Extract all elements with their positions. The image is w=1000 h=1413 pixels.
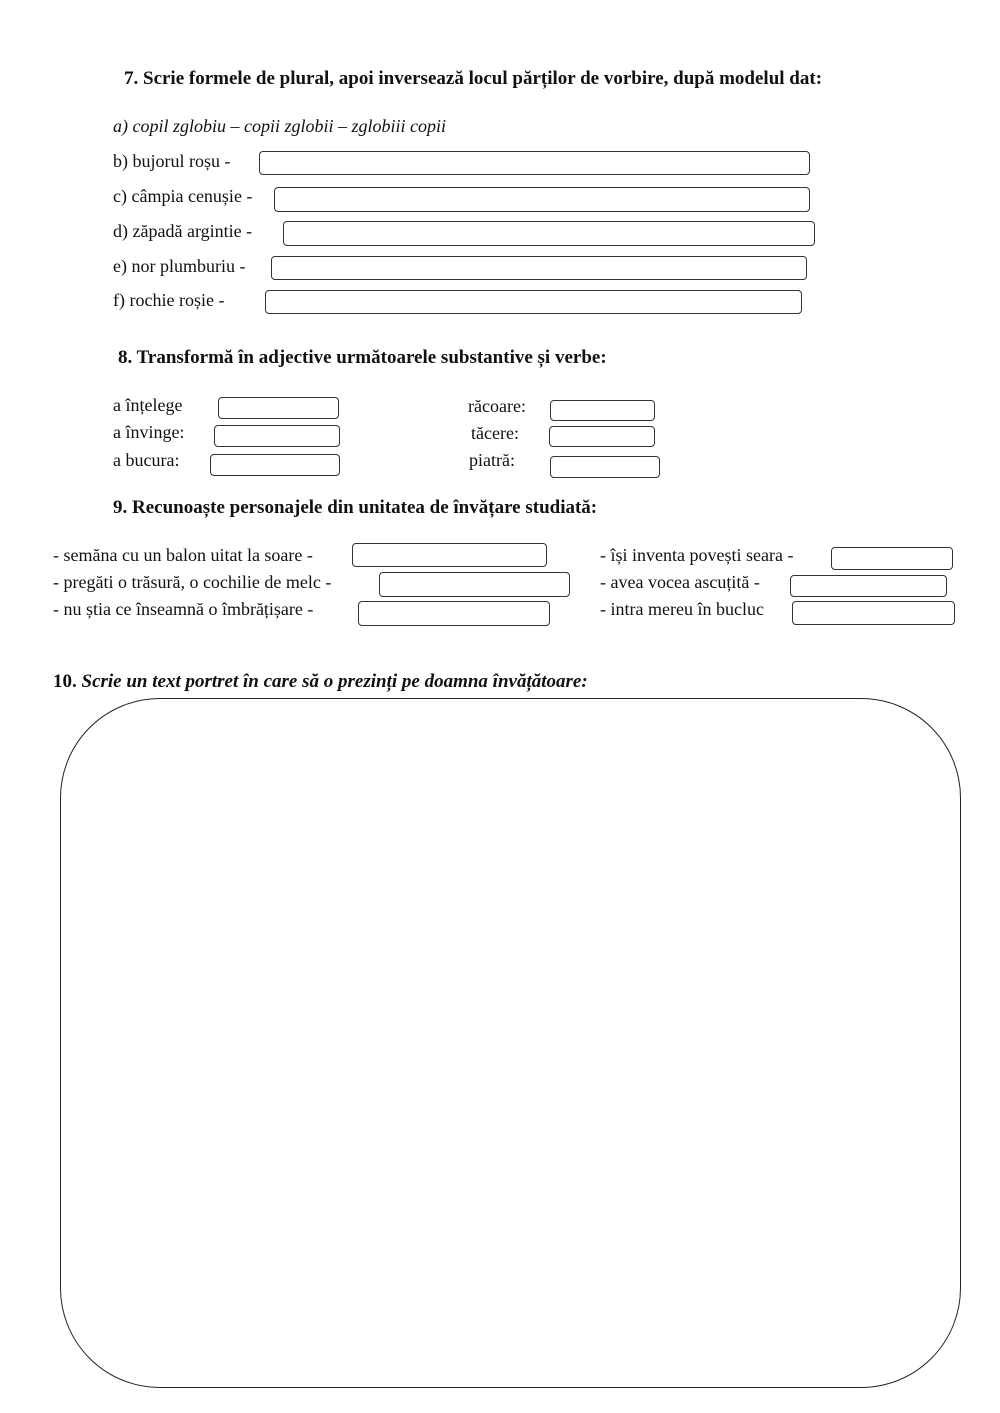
ex8-left-answer-2[interactable] (214, 425, 340, 447)
ex10-instruction: Scrie un text portret în care să o prezinți pe doamna învățătoare: (81, 671, 588, 692)
ex9-left-label-2: - pregăti o trăsură, o cochilie de melc - (53, 572, 332, 592)
ex7-item-e-label: e) nor plumburiu - (113, 256, 246, 276)
ex9-right-label-1: - își inventa povești seara - (600, 545, 794, 565)
ex7-answer-e[interactable] (271, 256, 807, 280)
ex9-left-answer-1[interactable] (352, 543, 547, 567)
ex7-model-example: a) copil zglobiu – copii zglobii – zglobiii copii (113, 116, 446, 136)
ex10-heading (53, 671, 588, 693)
ex9-heading: 9. Recunoaște personajele din unitatea de învățare studiată: (113, 497, 598, 518)
ex7-item-f-label: f) rochie roșie - (113, 290, 225, 310)
ex8-left-label-2: a învinge: (113, 422, 185, 442)
ex8-right-label-2: tăcere: (471, 423, 519, 443)
ex7-item-b-label: b) bujorul roșu - (113, 151, 231, 171)
ex7-item-d-label: d) zăpadă argintie - (113, 221, 253, 241)
ex9-left-answer-2[interactable] (379, 572, 570, 597)
ex8-heading: 8. Transformă în adjective următoarele substantive și verbe: (118, 347, 607, 368)
ex8-right-answer-2[interactable] (549, 426, 655, 447)
ex7-answer-d[interactable] (283, 221, 815, 246)
ex7-answer-c[interactable] (274, 187, 810, 212)
ex7-answer-b[interactable] (259, 151, 810, 175)
portrait-text-area[interactable] (60, 698, 961, 1388)
ex8-left-answer-3[interactable] (210, 454, 340, 476)
ex9-right-answer-2[interactable] (790, 575, 947, 597)
ex10-number: 10. (53, 671, 77, 692)
ex8-left-answer-1[interactable] (218, 397, 339, 419)
ex8-right-answer-3[interactable] (550, 456, 660, 478)
ex8-left-label-3: a bucura: (113, 450, 180, 470)
ex9-right-answer-3[interactable] (792, 601, 955, 625)
ex9-right-label-3: - intra mereu în bucluc (600, 599, 764, 619)
ex9-left-answer-3[interactable] (358, 601, 550, 626)
ex9-left-label-3: - nu știa ce înseamnă o îmbrățișare - (53, 599, 314, 619)
ex9-right-answer-1[interactable] (831, 547, 953, 570)
ex9-left-label-1: - semăna cu un balon uitat la soare - (53, 545, 313, 565)
ex7-item-c-label: c) câmpia cenușie - (113, 186, 253, 206)
ex8-left-label-1: a înțelege (113, 395, 183, 415)
ex7-answer-f[interactable] (265, 290, 802, 314)
ex8-right-answer-1[interactable] (550, 400, 655, 421)
ex8-right-label-1: răcoare: (468, 396, 526, 416)
ex7-heading: 7. Scrie formele de plural, apoi inversează locul părților de vorbire, după modelul dat: (124, 68, 823, 89)
ex9-right-label-2: - avea vocea ascuțită - (600, 572, 760, 592)
ex8-right-label-3: piatră: (469, 450, 515, 470)
